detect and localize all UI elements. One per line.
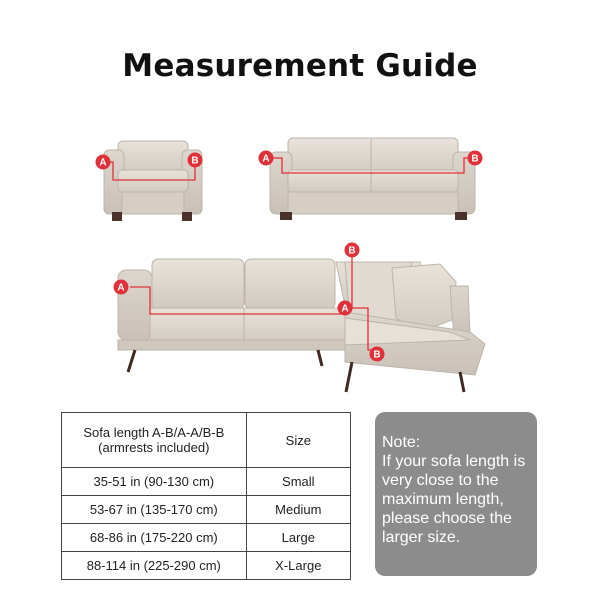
- marker-b-armchair: [188, 153, 203, 168]
- svg-text:B: B: [191, 155, 199, 167]
- svg-text:B: B: [348, 245, 356, 257]
- sectional-sofa-image: [118, 255, 485, 392]
- svg-text:B: B: [373, 349, 381, 361]
- note-box: [375, 412, 537, 576]
- svg-text:B: B: [471, 153, 479, 165]
- armchair-image: [103, 141, 202, 221]
- header-size: Size: [246, 413, 350, 468]
- marker-a-sectional-left: [114, 280, 129, 295]
- header-length-title: Sofa length A-B/A-A/B-B: [83, 425, 225, 440]
- marker-b-sectional-bottom: [370, 347, 385, 362]
- row-length: 53-67 in (135-170 cm): [62, 496, 247, 524]
- header-length-subtitle: (armrests included): [98, 440, 210, 455]
- svg-text:A: A: [99, 157, 107, 169]
- row-length: 68-86 in (175-220 cm): [62, 524, 247, 552]
- page-title: Measurement Guide: [122, 48, 478, 84]
- note-text: If your sofa length is very close to the maximum length, please choose the larger size.: [382, 453, 526, 546]
- svg-text:A: A: [262, 153, 270, 165]
- marker-b-sectional-top: [345, 243, 360, 258]
- marker-a-armchair: [96, 155, 111, 170]
- row-length: 88-114 in (225-290 cm): [62, 552, 247, 580]
- table-header-row: [62, 413, 351, 468]
- row-length: 35-51 in (90-130 cm): [62, 468, 247, 496]
- size-table: [61, 412, 351, 580]
- row-size: Medium: [246, 496, 350, 524]
- marker-a-sectional-corner: [338, 301, 353, 316]
- table-row: [62, 496, 351, 524]
- header-length: [62, 413, 247, 468]
- table-row: [62, 468, 351, 496]
- marker-b-sofa: [468, 151, 483, 166]
- svg-text:A: A: [341, 303, 349, 315]
- table-row: [62, 524, 351, 552]
- table-row: [62, 552, 351, 580]
- row-size: Large: [246, 524, 350, 552]
- row-size: X-Large: [246, 552, 350, 580]
- svg-text:A: A: [117, 282, 125, 294]
- sofa-image: [266, 138, 475, 220]
- row-size: Small: [246, 468, 350, 496]
- marker-a-sofa: [259, 151, 274, 166]
- note-heading: Note:: [382, 434, 421, 451]
